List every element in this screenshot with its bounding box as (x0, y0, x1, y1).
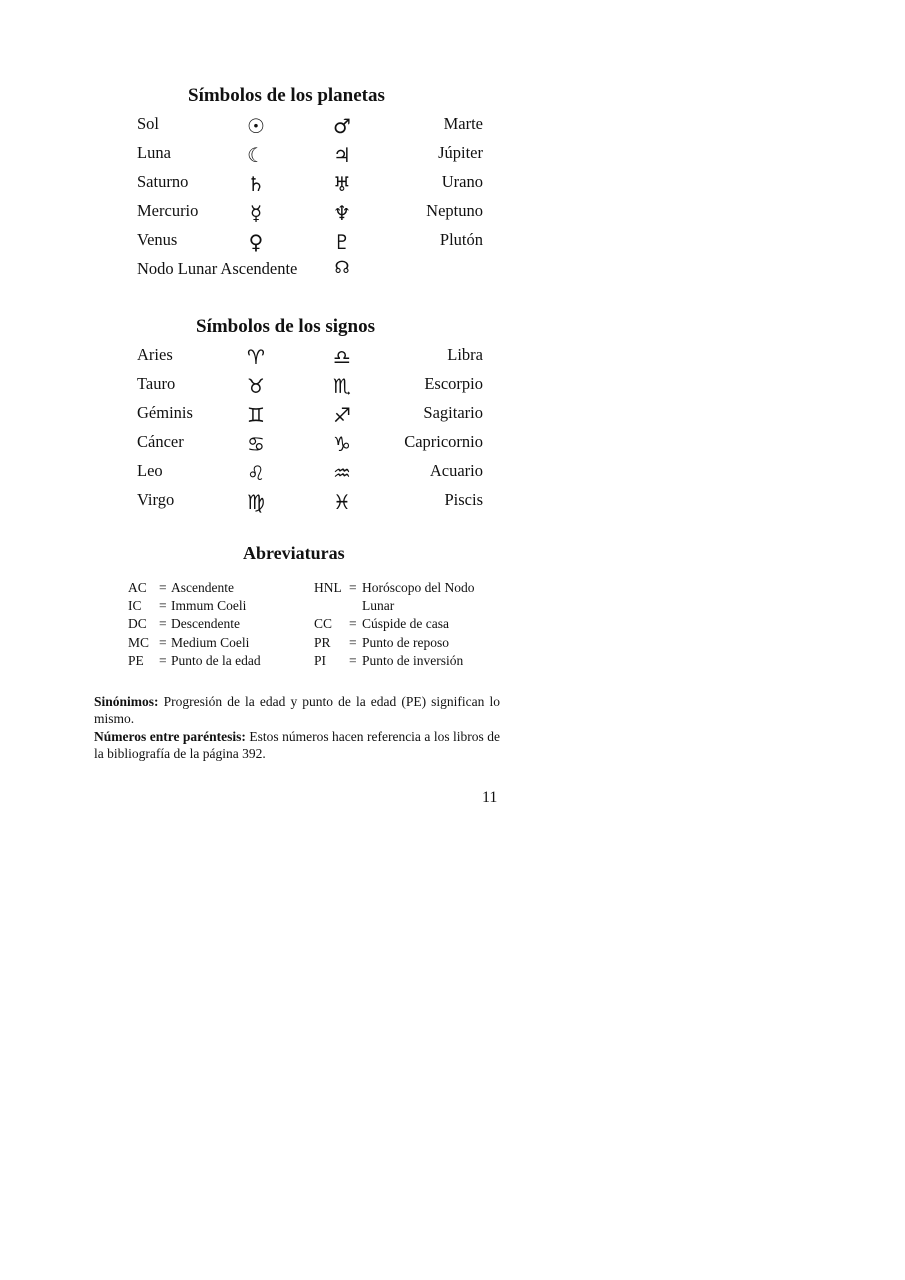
planet-symbol-icon: ☿ (249, 201, 263, 225)
abbr-text: Horóscopo del Nodo (362, 580, 475, 595)
numbers-note (94, 728, 500, 762)
abbr-code: IC (128, 598, 142, 614)
sign-symbol-icon: ♋ (247, 432, 265, 456)
abbr-equals: = (159, 580, 167, 595)
sign-name-right: Escorpio (424, 374, 483, 393)
sign-name-right: Capricornio (404, 432, 483, 451)
page-number: 11 (482, 789, 498, 806)
abbr-equals: = (159, 598, 167, 614)
abbr-code: PR (314, 634, 331, 650)
planet-symbol-icon: ☉ (247, 114, 265, 138)
sign-name-left: Aries (137, 345, 173, 364)
synonyms-label: Sinónimos: (94, 694, 159, 709)
abbr-equals: = (159, 652, 167, 668)
abbr-code: PE (128, 652, 144, 668)
sign-name-right: Piscis (444, 490, 483, 509)
sign-name-left: Cáncer (137, 432, 184, 451)
planet-name-left: Mercurio (137, 201, 199, 220)
sign-symbol-icon: ♐ (333, 403, 351, 427)
sign-symbol-icon: ♌ (247, 461, 265, 485)
sign-symbol-icon: ♊ (247, 403, 265, 427)
sign-name-left: Géminis (137, 403, 193, 422)
sign-name-left: Leo (137, 461, 163, 480)
planet-symbol-icon: ☾ (247, 143, 265, 167)
synonyms-text: Progresión de la edad y punto de la edad (PE) significan lo mismo. (94, 694, 500, 726)
planet-name-right: Júpiter (438, 143, 483, 162)
abbr-code: MC (128, 634, 150, 650)
planet-symbol-icon: ♄ (247, 172, 265, 196)
abbr-code: DC (128, 616, 147, 632)
planets-heading: Símbolos de los planetas (188, 85, 385, 106)
abbr-text: Ascendente (171, 580, 234, 595)
abbr-equals: = (349, 580, 357, 595)
abbr-equals: = (159, 616, 167, 632)
abbr-equals: = (159, 634, 167, 650)
planet-name-right: Plutón (439, 230, 483, 249)
sign-name-right: Sagitario (423, 403, 483, 422)
abbr-text: Descendente (171, 616, 240, 632)
sign-name-left: Virgo (137, 490, 175, 509)
abbreviations-heading: Abreviaturas (243, 543, 345, 563)
planet-symbol-icon: ♅ (333, 172, 351, 196)
abbr-text: Punto de la edad (171, 652, 261, 668)
abbr-code: AC (128, 580, 147, 595)
abbr-text: Lunar (362, 598, 395, 614)
sign-name-right: Libra (447, 345, 483, 364)
sign-symbol-icon: ♎ (333, 345, 351, 369)
signs-heading: Símbolos de los signos (196, 316, 375, 337)
sign-symbol-icon: ♉ (247, 374, 265, 398)
node-label: Nodo Lunar Ascendente (137, 259, 298, 278)
planet-symbol-icon: ♃ (333, 143, 351, 167)
planet-symbol-icon: ♆ (333, 201, 351, 225)
abbr-equals: = (349, 634, 357, 650)
planet-name-left: Luna (137, 143, 171, 162)
abbr-text: Cúspide de casa (362, 616, 449, 632)
abbr-equals: = (349, 616, 357, 632)
node-symbol-icon: ☊ (334, 258, 350, 278)
planet-name-right: Neptuno (426, 201, 483, 220)
planet-name-right: Urano (441, 172, 483, 191)
planet-name-left: Venus (137, 230, 178, 249)
planet-name-right: Marte (443, 114, 483, 133)
sign-symbol-icon: ♏ (333, 374, 351, 398)
abbr-text: Punto de reposo (362, 634, 449, 650)
planet-symbol-icon: ♀ (248, 230, 264, 254)
sign-symbol-icon: ♈ (247, 345, 265, 369)
sign-name-left: Tauro (137, 374, 176, 393)
sign-symbol-icon: ♍ (247, 490, 265, 514)
abbr-text: Medium Coeli (171, 634, 250, 650)
planet-symbol-icon: ♂ (333, 114, 351, 138)
abbr-code: HNL (314, 580, 342, 595)
abbr-code: CC (314, 616, 333, 632)
abbr-equals: = (349, 652, 357, 668)
sign-symbol-icon: ♑ (333, 432, 351, 456)
abbr-text: Immum Coeli (171, 598, 247, 614)
planet-name-left: Saturno (137, 172, 189, 191)
abbr-text: Punto de inversión (362, 652, 464, 668)
sign-symbol-icon: ♓ (333, 490, 351, 514)
planet-symbol-icon: ♇ (333, 230, 351, 254)
abbr-code: PI (314, 652, 327, 668)
sign-symbol-icon: ♒ (333, 461, 351, 485)
planet-name-left: Sol (137, 114, 160, 133)
synonyms-note (94, 693, 500, 727)
numbers-label: Números entre paréntesis: (94, 729, 246, 744)
sign-name-right: Acuario (429, 461, 483, 480)
numbers-text: Estos números hacen referencia a los libros de la bibliografía de la página 392. (94, 729, 500, 761)
